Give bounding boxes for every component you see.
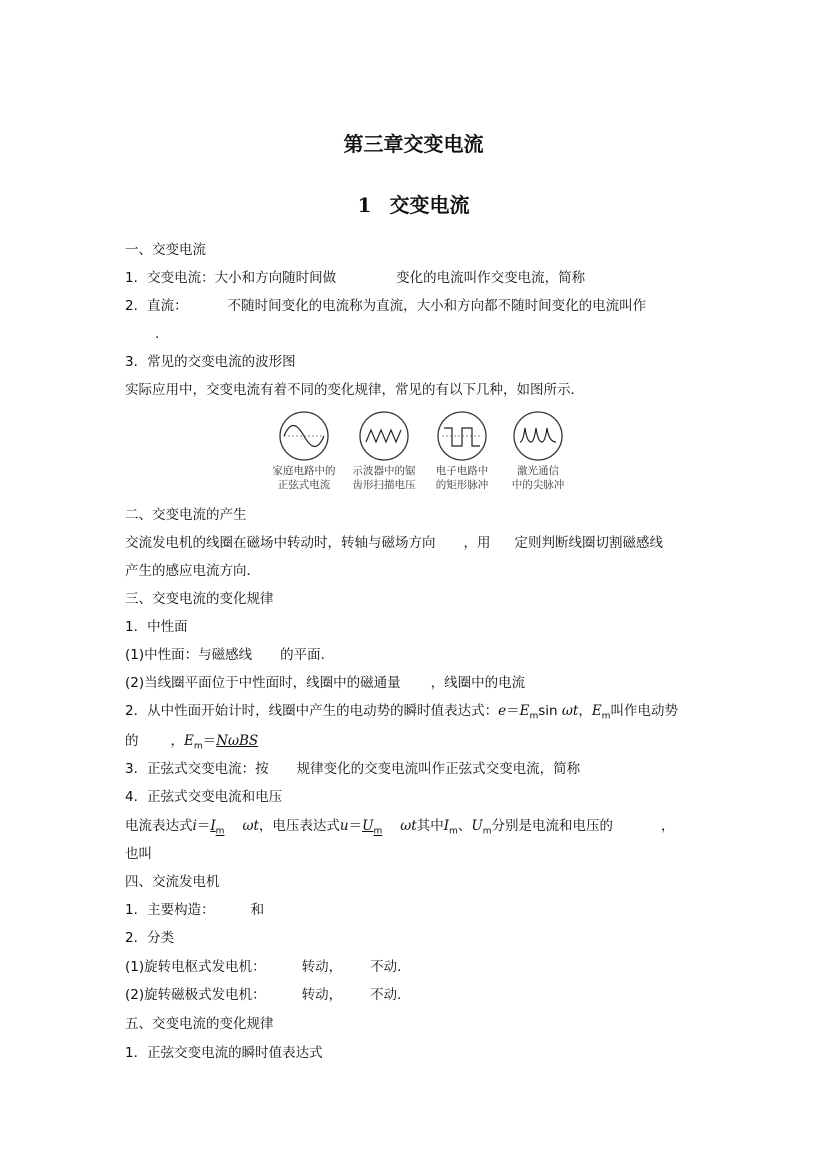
text: ωt	[561, 703, 579, 719]
paragraph-4: 实际应用中，交变电流有着不同的变化规律，常见的有以下几种，如图所示．	[125, 382, 584, 398]
text: 激光通信	[517, 465, 559, 477]
text: I	[443, 818, 450, 834]
text: 不动．	[370, 959, 411, 975]
paragraph-20: 1．正弦交变电流的瞬时值表达式	[125, 1045, 323, 1061]
text: 不随时间变化的电流称为直流，大小和方向都不随时间变化的电流叫作	[227, 298, 647, 314]
heading-5: 五、交变电流的变化规律	[125, 1016, 274, 1032]
text: 的矩形脉冲	[435, 479, 489, 491]
text: 叫作电动势	[610, 703, 678, 719]
text: m	[373, 826, 383, 837]
text: 其中	[416, 818, 444, 834]
heading-2: 二、交变电流的产生	[125, 507, 247, 523]
text: 1．交变电流：大小和方向随时间做	[125, 270, 337, 286]
text: U	[362, 818, 374, 834]
text: 3．正弦式交变电流：按	[125, 761, 269, 777]
square-wave-icon	[438, 412, 486, 460]
text: NωBS	[216, 733, 259, 749]
paragraph-6: 产生的感应电流方向．	[125, 563, 260, 579]
text: 变化的电流叫作交变电流，简称	[396, 270, 586, 286]
paragraph-15: 也叫	[125, 846, 152, 862]
section-title	[0, 189, 827, 218]
caption-sawtooth	[342, 464, 426, 492]
text: I	[210, 818, 216, 834]
text: m	[215, 826, 225, 837]
text: ＝	[202, 733, 217, 749]
text: 2．直流：	[125, 298, 188, 314]
heading-4: 四、交流发电机	[125, 874, 220, 890]
section-title-text: 交变电流	[389, 193, 470, 217]
text: 电流表达式	[125, 818, 193, 834]
text: 中的尖脉冲	[511, 479, 565, 491]
paragraph-13: 4．正弦式交变电流和电压	[125, 789, 283, 805]
text: m	[601, 711, 611, 722]
text: m	[449, 826, 458, 837]
paragraph-18	[125, 957, 411, 977]
text: 齿形扫描电压	[352, 479, 416, 491]
text: e	[498, 703, 507, 719]
section-number: 1	[357, 193, 372, 217]
text: (1)旋转电枢式发电机：	[125, 959, 266, 975]
paragraph-9	[125, 673, 525, 693]
text: m	[529, 711, 539, 722]
text: ＝	[348, 818, 363, 834]
caption-spike	[496, 464, 580, 492]
text: E	[591, 703, 602, 719]
caption-sine	[262, 464, 346, 492]
text: 正弦式电流	[277, 479, 331, 491]
text: 的平面．	[280, 647, 335, 663]
paragraph-19	[125, 985, 411, 1005]
text: E	[519, 703, 530, 719]
text: 分别是电流和电压的	[491, 818, 613, 834]
text: 定则判断线圈切割磁感线	[514, 535, 663, 551]
paragraph-16	[125, 900, 264, 920]
text: 不动．	[370, 987, 411, 1003]
paragraph-14	[125, 816, 675, 842]
chapter-title: 第三章交变电流	[343, 132, 484, 156]
text: 和	[250, 902, 265, 918]
waveform-figure	[270, 408, 570, 494]
text: ，	[578, 703, 592, 719]
text: ＝	[196, 818, 211, 834]
text: m	[193, 741, 203, 752]
spike-pulse-icon	[514, 412, 562, 460]
text: 2．从中性面开始计时，线圈中产生的电动势的瞬时值表达式：	[125, 703, 499, 719]
paragraph-17: 2．分类	[125, 930, 175, 946]
heading-3: 三、交变电流的变化规律	[125, 591, 274, 607]
text: 的	[125, 733, 139, 749]
text: ωt	[400, 818, 417, 834]
sawtooth-wave-icon	[360, 412, 408, 460]
text: 规律变化的交变电流叫作正弦式交变电流，简称	[296, 761, 581, 777]
text: 电子电路中	[435, 465, 489, 477]
text: ，线圈中的电流	[430, 675, 526, 691]
paragraph-11	[125, 731, 258, 757]
text: 转动，	[301, 987, 343, 1003]
text: 1．主要构造：	[125, 902, 215, 918]
text: 示波器中的锯	[352, 465, 416, 477]
paragraph-2-end: .	[155, 326, 160, 342]
paragraph-2	[125, 296, 646, 316]
text: 、	[457, 818, 472, 834]
paragraph-8	[125, 645, 334, 665]
waveform-drawings	[270, 408, 570, 468]
text: ωt	[242, 818, 259, 834]
text: i	[192, 818, 197, 834]
text: m	[482, 826, 492, 837]
caption-square	[420, 464, 504, 492]
text: sin	[538, 703, 562, 719]
paragraph-7: 1．中性面	[125, 619, 188, 635]
text: (2)旋转磁极式发电机：	[125, 987, 266, 1003]
text: ，	[661, 818, 675, 834]
heading-1: 一、交变电流	[125, 242, 206, 258]
paragraph-5	[125, 533, 663, 553]
text: ，电压表达式	[258, 818, 340, 834]
text: (2)当线圈平面位于中性面时，线圈中的磁通量	[125, 675, 401, 691]
text: ，用	[463, 535, 491, 551]
text: 交流发电机的线圈在磁场中转动时，转轴与磁场方向	[125, 535, 436, 551]
paragraph-1	[125, 268, 585, 288]
sine-wave-icon	[280, 412, 328, 460]
paragraph-12	[125, 759, 580, 779]
text: ，	[170, 733, 184, 749]
text: 家庭电路中的	[272, 465, 336, 477]
text: (1)中性面：与磁感线	[125, 647, 253, 663]
paragraph-10	[125, 701, 678, 727]
paragraph-3: 3．常见的交变电流的波形图	[125, 354, 296, 370]
text: E	[184, 733, 194, 749]
text: ＝	[506, 703, 520, 719]
text: U	[471, 818, 483, 834]
text: 转动，	[301, 959, 343, 975]
text: u	[339, 818, 349, 834]
